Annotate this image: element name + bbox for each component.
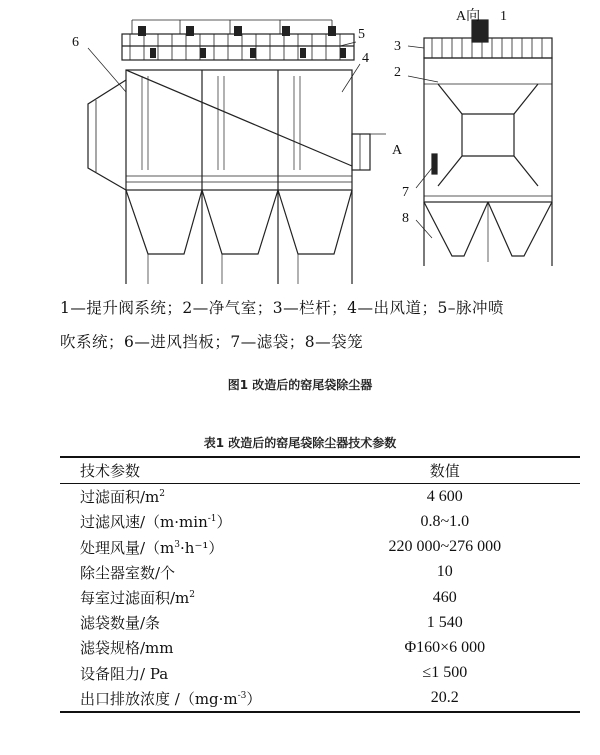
- callout-6: 6: [72, 35, 79, 50]
- view-label-a: A向: [456, 9, 481, 24]
- callout-5: 5: [358, 27, 365, 42]
- figure-legend-line-2: 吹系统；6—进风挡板；7—滤袋；8—袋笼: [60, 333, 364, 351]
- table-row: [60, 661, 580, 686]
- table-row: [60, 560, 580, 585]
- value-cell: 20.2: [430, 689, 459, 707]
- param-cell: 每室过滤面积$/m^2$: [80, 589, 196, 608]
- param-cell: 滤袋数量/条: [80, 614, 161, 633]
- param-cell: 过滤面积$/m^2$: [80, 488, 166, 507]
- figure-legend-line-1: 1—提升阀系统；2—净气室；3—栏杆；4—出风道；5–脉冲喷: [60, 299, 505, 317]
- value-cell: 220 000~276 000: [388, 538, 502, 556]
- callout-1: 1: [500, 9, 507, 24]
- callout-4: 4: [362, 51, 369, 66]
- table-row: [60, 585, 580, 610]
- header-value: 数值: [429, 462, 460, 481]
- value-cell: 4 600: [426, 487, 463, 505]
- table-row: [60, 509, 580, 534]
- param-cell: 出口排放浓度 $/(mg\cdot m^{-3})$: [80, 689, 262, 708]
- value-cell: 1 540: [426, 613, 463, 631]
- arrow-label-a: A: [392, 143, 403, 158]
- table-header-row: [60, 457, 580, 484]
- param-cell: 滤袋规格/mm: [80, 639, 174, 658]
- callout-7: 7: [402, 185, 409, 200]
- value-cell: Φ160×6 000: [404, 638, 486, 656]
- param-cell: 过滤风速$/(m\cdot\min^{-1})$: [80, 513, 232, 532]
- table-row: [60, 535, 580, 560]
- callout-8: 8: [402, 211, 409, 226]
- table-row: [60, 686, 580, 712]
- callout-2: 2: [394, 65, 401, 80]
- table-row: [60, 635, 580, 660]
- value-cell: ≤1 500: [422, 664, 468, 682]
- value-cell: 0.8~1.0: [420, 512, 470, 530]
- table-row: [60, 484, 580, 510]
- param-cell: 处理风量$/(m^3\cdot h^{-1})$: [80, 538, 224, 557]
- param-cell: 除尘器室数/个: [80, 563, 176, 582]
- table-caption: 表1 改造后的窑尾袋除尘器技术参数: [203, 436, 397, 450]
- table-row: [60, 610, 580, 635]
- header-parameter: 技术参数: [80, 462, 141, 481]
- value-cell: 10: [436, 563, 453, 581]
- value-cell: 460: [432, 588, 457, 606]
- figure-caption: 图1 改造后的窑尾袋除尘器: [227, 378, 373, 392]
- technical-parameters-table: [60, 456, 580, 713]
- param-cell: 设备阻力/ Pa: [80, 664, 169, 683]
- callout-3: 3: [394, 39, 401, 54]
- bag-filter-drawing: [60, 6, 570, 286]
